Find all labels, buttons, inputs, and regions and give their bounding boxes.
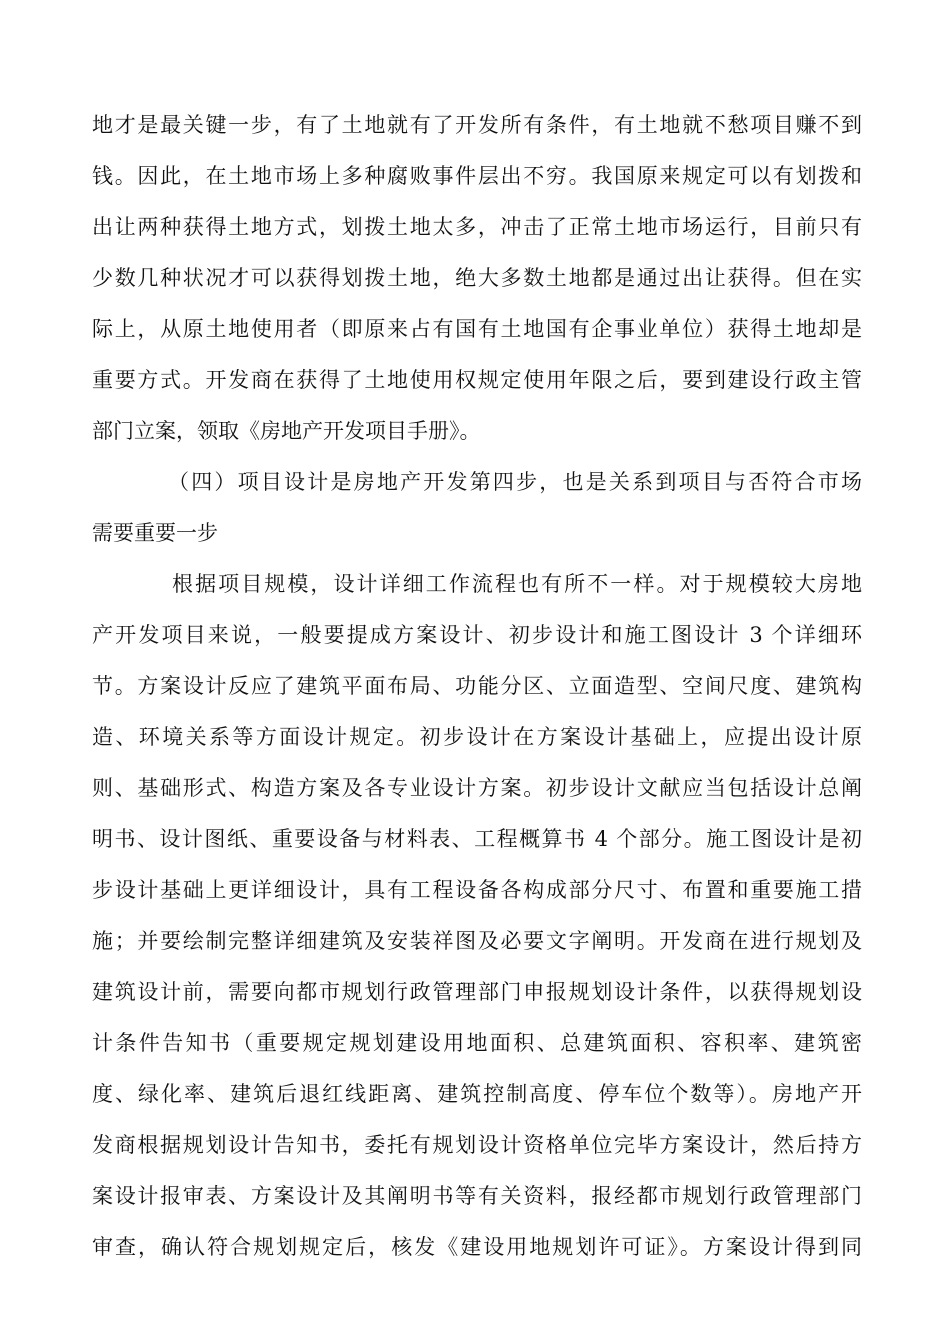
text-line: 则、基础形式、构造方案及各专业设计方案。初步设计文献应当包括设计总阐 <box>92 776 862 800</box>
text-line: 部门立案，领取《房地产开发项目手册》。 <box>92 419 481 443</box>
text-line: 重要方式。开发商在获得了土地使用权规定使用年限之后，要到建设行政主管 <box>92 368 862 392</box>
text-line: 少数几种状况才可以获得划拨土地，绝大多数土地都是通过出让获得。但在实 <box>92 266 862 290</box>
text-line: 明书、设计图纸、重要设备与材料表、工程概算书 4 个部分。施工图设计是初 <box>92 827 862 851</box>
text-line: 际上，从原土地使用者（即原来占有国有土地国有企事业单位）获得土地却是 <box>92 317 862 341</box>
text-line: 度、绿化率、建筑后退红线距离、建筑控制高度、停车位个数等）。房地产开 <box>92 1082 862 1106</box>
text-line: 建筑设计前，需要向都市规划行政管理部门申报规划设计条件，以获得规划设 <box>92 980 862 1004</box>
text-line: 造、环境关系等方面设计规定。初步设计在方案设计基础上，应提出设计原 <box>92 725 862 749</box>
text-line: 出让两种获得土地方式，划拨土地太多，冲击了正常土地市场运行，目前只有 <box>92 215 862 239</box>
section-heading-line: （四）项目设计是房地产开发第四步，也是关系到项目与否符合市场 <box>168 470 862 494</box>
text-line: 节。方案设计反应了建筑平面布局、功能分区、立面造型、空间尺度、建筑构 <box>92 674 862 698</box>
text-line: 根据项目规模，设计详细工作流程也有所不一样。对于规模较大房地 <box>172 572 862 596</box>
text-line: 产开发项目来说，一般要提成方案设计、初步设计和施工图设计 3 个详细环 <box>92 623 862 647</box>
text-line: 步设计基础上更详细设计，具有工程设备各构成部分尺寸、布置和重要施工措 <box>92 878 862 902</box>
text-line: 审查，确认符合规划规定后，核发《建设用地规划许可证》。方案设计得到同 <box>92 1235 862 1259</box>
text-line: 计条件告知书（重要规定规划建设用地面积、总建筑面积、容积率、建筑密 <box>92 1031 862 1055</box>
text-line: 钱。因此，在土地市场上多种腐败事件层出不穷。我国原来规定可以有划拨和 <box>92 164 862 188</box>
text-line: 地才是最关键一步，有了土地就有了开发所有条件，有土地就不愁项目赚不到 <box>92 113 862 137</box>
section-heading-line: 需要重要一步 <box>92 521 218 545</box>
text-line: 案设计报审表、方案设计及其阐明书等有关资料，报经都市规划行政管理部门 <box>92 1184 862 1208</box>
text-line: 发商根据规划设计告知书，委托有规划设计资格单位完毕方案设计，然后持方 <box>92 1133 862 1157</box>
text-line: 施；并要绘制完整详细建筑及安装祥图及必要文字阐明。开发商在进行规划及 <box>92 929 862 953</box>
